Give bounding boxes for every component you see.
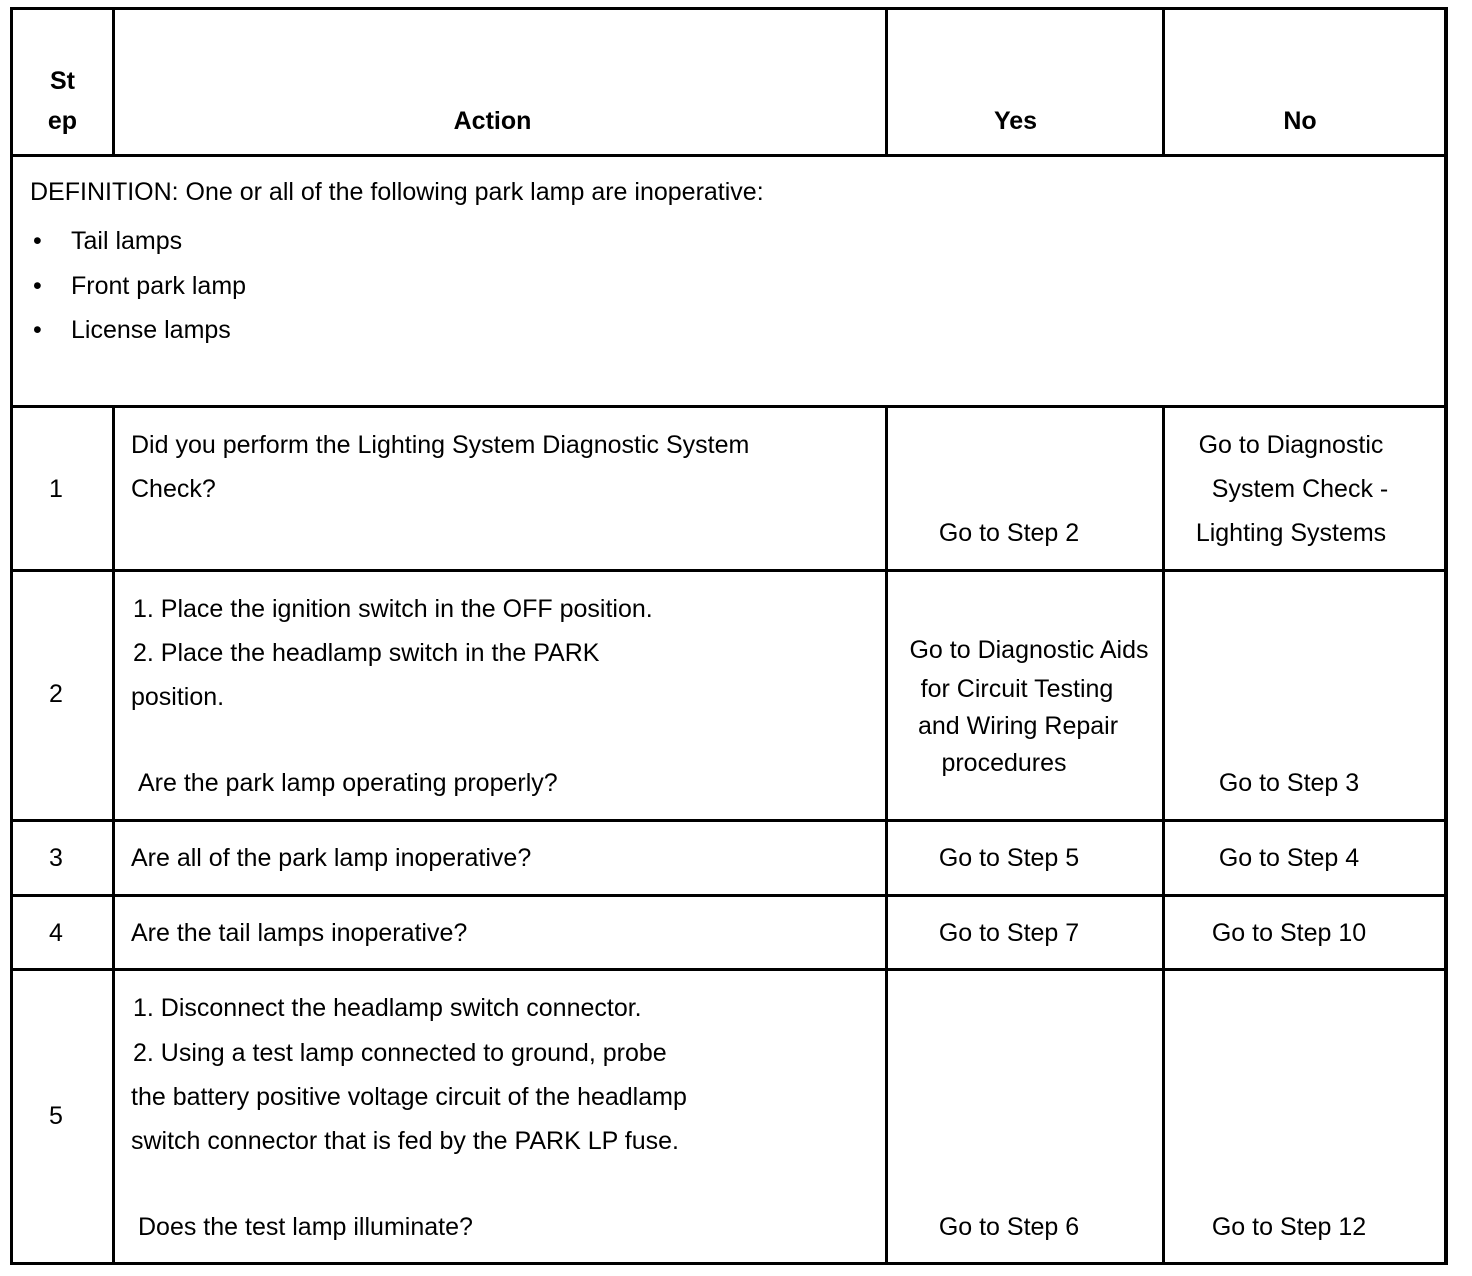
step-number: 4 [49,919,63,947]
table-rule [10,154,1448,157]
table-rule [10,968,1448,971]
table-rule [10,894,1448,897]
bullet: • [33,316,42,344]
yes-text: Go to Diagnostic Aids [909,636,1149,664]
table-border-top [10,7,1448,10]
table-border-right [1444,7,1448,1265]
bullet: • [33,227,42,255]
header-step-line: ep [47,107,78,135]
column-rule [112,405,115,1265]
table-rule [10,405,1448,408]
yes-text: Go to Step 6 [938,1213,1080,1241]
no-text: Go to Diagnostic [1198,431,1384,459]
action-line: 1. Disconnect the headlamp switch connector. [133,994,642,1022]
header-no: No [1283,107,1317,135]
action-line: switch connector that is fed by the PARK LP fuse. [131,1127,679,1155]
step-number: 5 [49,1102,63,1130]
action-line: position. [131,683,225,711]
header-action: Action [453,107,532,135]
header-step [13,66,112,136]
no-text: Go to Step 12 [1211,1213,1367,1241]
no-text: Go to Step 4 [1218,844,1360,872]
step-number: 3 [49,844,63,872]
table-rule [10,569,1448,572]
action-line: Did you perform the Lighting System Diagnostic System [131,431,750,459]
action-line: the battery positive voltage circuit of the headlamp [131,1083,687,1111]
step-number: 2 [49,680,63,708]
action-line: 2. Using a test lamp connected to ground, probe [133,1039,667,1067]
action-line: Check? [131,475,216,503]
yes-text: Go to Step 2 [938,519,1080,547]
table-border-bottom [10,1262,1448,1265]
action-line: 2. Place the headlamp switch in the PARK [133,639,600,667]
action-line: Are all of the park lamp inoperative? [131,844,532,872]
definition-text: DEFINITION: One or all of the following park lamp are inoperative: [30,178,764,206]
definition-item: Tail lamps [71,227,183,255]
no-text: Go to Step 10 [1211,919,1367,947]
action-line: Are the tail lamps inoperative? [131,919,468,947]
header-step-line: St [50,67,75,95]
yes-text: and Wiring Repair [917,712,1119,740]
yes-text: for Circuit Testing [920,675,1114,703]
yes-text: procedures [941,749,1067,777]
action-question: Does the test lamp illuminate? [138,1213,473,1241]
action-line: 1. Place the ignition switch in the OFF position. [133,595,653,623]
bullet: • [33,272,42,300]
table-rule [10,819,1448,822]
action-question: Are the park lamp operating properly? [138,769,558,797]
no-text: Go to Step 3 [1218,769,1360,797]
no-text: Lighting Systems [1195,519,1387,547]
yes-text: Go to Step 5 [938,844,1080,872]
table-border-left [10,7,13,1265]
no-text: System Check - [1211,475,1389,503]
definition-item: Front park lamp [71,272,247,300]
header-yes: Yes [993,107,1038,135]
definition-item: License lamps [71,316,231,344]
step-number: 1 [49,475,63,503]
yes-text: Go to Step 7 [938,919,1080,947]
